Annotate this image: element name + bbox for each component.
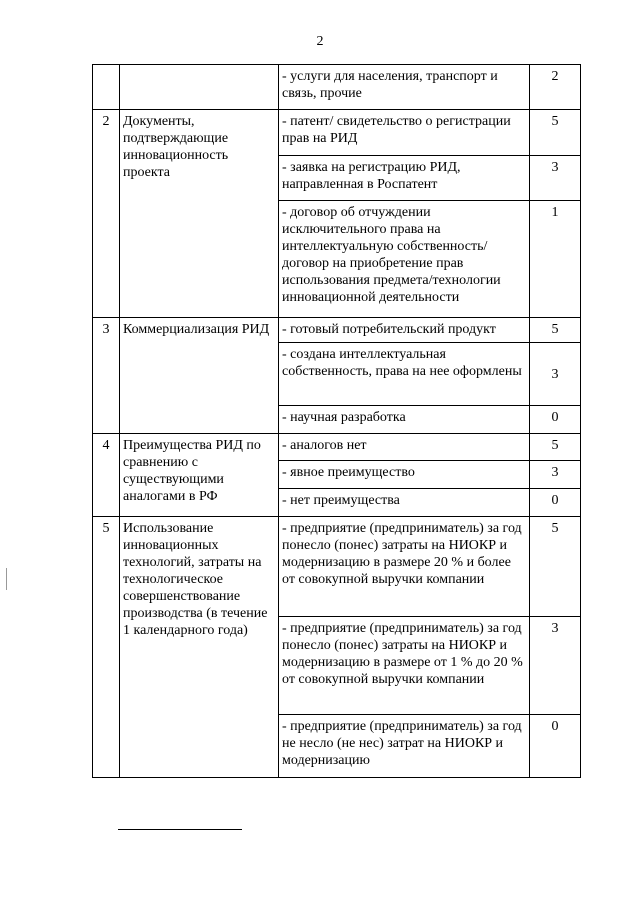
scan-edge-mark [6,568,7,590]
criterion-number: 5 [93,517,120,778]
option-text: - заявка на регистрацию РИД, направленная в Роспатент [279,156,530,201]
option-text: - договор об отчуждении исключительного права на интеллектуальную собственность/ договор на приобретение прав использования предмета/технологии инновационной деятельности [279,201,530,318]
criterion-number: 3 [93,318,120,434]
option-text: - аналогов нет [279,434,530,461]
page-number: 2 [316,34,324,49]
criterion-name: Документы, подтверждающие инновационность проекта [120,110,279,318]
option-score: 3 [530,461,581,489]
option-text: - предприятие (предприниматель) за год понесло (понес) затраты на НИОКР и модернизацию в размере 20 % и более от совокупной выручки компании [279,517,530,617]
option-text: - готовый потребительский продукт [279,318,530,343]
option-text: - предприятие (предприниматель) за год не несло (не нес) затрат на НИОКР и модернизацию [279,715,530,778]
table-row [93,434,581,461]
option-score: 2 [530,65,581,110]
option-score: 3 [530,156,581,201]
table-row [93,110,581,156]
criterion-number: 4 [93,434,120,517]
criterion-number [93,65,120,110]
option-score: 5 [530,434,581,461]
option-text: - патент/ свидетельство о регистрации прав на РИД [279,110,530,156]
criterion-number: 2 [93,110,120,318]
criteria-table [92,64,581,778]
option-text: - нет преимущества [279,489,530,517]
criterion-name: Коммерциализация РИД [120,318,279,434]
footnote-separator [118,829,242,830]
option-text: - явное преимущество [279,461,530,489]
option-score: 3 [530,617,581,715]
option-score: 5 [530,110,581,156]
option-score: 0 [530,715,581,778]
option-text: - научная разработка [279,406,530,434]
option-score: 0 [530,489,581,517]
option-text: - создана интеллектуальная собственность, права на нее оформлены [279,343,530,406]
option-text: - предприятие (предприниматель) за год понесло (понес) затраты на НИОКР и модернизацию в размере от 1 % до 20 % от совокупной выручки компании [279,617,530,715]
criterion-name [120,65,279,110]
criterion-name: Преимущества РИД по сравнению с существующими аналогами в РФ [120,434,279,517]
table-row [93,318,581,343]
option-score: 5 [530,517,581,617]
option-score: 5 [530,318,581,343]
option-text: - услуги для населения, транспорт и связь, прочие [279,65,530,110]
table-row [93,517,581,617]
criterion-name: Использование инновационных технологий, затраты на технологическое совершенствование производства (в течение 1 календарного года) [120,517,279,778]
option-score: 3 [530,343,581,406]
option-score: 1 [530,201,581,318]
option-score: 0 [530,406,581,434]
table-row [93,65,581,110]
